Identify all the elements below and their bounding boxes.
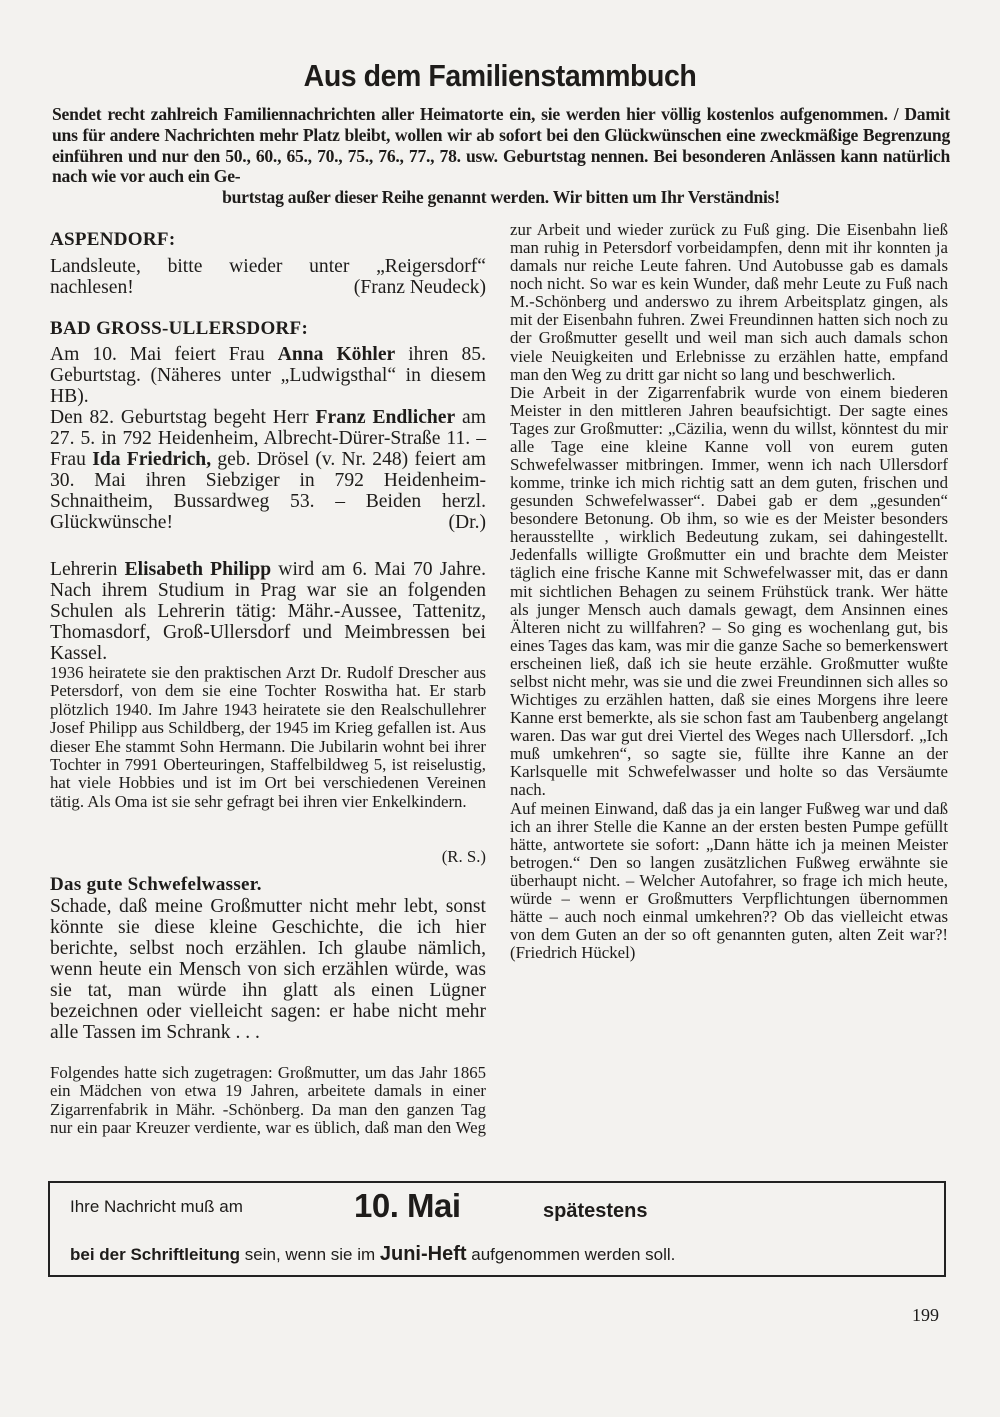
paragraph-anna-koehler (50, 344, 486, 407)
page-number: 199 (912, 1305, 939, 1325)
notice-text: Ihre Nachricht muß am (70, 1197, 243, 1216)
signature: (Franz Neudeck) (353, 277, 486, 298)
text: geb. Drösel (v. Nr. 248) feiert am 30. Mai ihren Siebziger in 792 Heidenheim-Schnaitheim, Bussardweg 53. – Beiden herzl. Glückwünsche! (50, 449, 486, 533)
deadline-notice-box (48, 1181, 946, 1277)
story-heading: Das gute Schwefelwasser. (50, 874, 262, 895)
story-paragraph-3 (510, 800, 948, 963)
notice-issue: Juni-Heft (379, 1243, 467, 1265)
notice-latest: spätestens (543, 1200, 648, 1222)
intro-text: Sendet recht zahlreich Familiennachrichten aller Heimatorte ein, sie werden hier völlig kostenlos aufgenommen. / Damit uns für andere Nachrichten mehr Platz bleibt, wollen wir ab sofort bei den Glückwünschen eine zweckmäßige Begrenzung einführen und nur den 50., 60., 65., 70., 75., 76., 77., 78. usw. Geburtstag nennen. Bei besonderen Anlässen kann natürlich nach wie vor auch ein Ge- (52, 104, 950, 187)
notice-editorial: bei der Schriftleitung (70, 1245, 241, 1264)
text: am 27. 5. in 792 Heidenheim, Albrecht-Dürer-Straße 11. – Frau (50, 407, 486, 470)
aspendorf-paragraph (50, 256, 486, 298)
notice-line-1 (70, 1187, 648, 1224)
notice-text: sein, wenn sie im (240, 1245, 380, 1264)
story-lead-paragraph: Schade, daß meine Großmutter nicht mehr lebt, sonst könnte sie diese kleine Geschichte, die ich hier berichte, selbst noch erzählen. Ich glaube nämlich, wenn heute ein Mensch von sich erzählen würde, was sie tat, man würde ihn glatt als einen Lügner bezeichnen oder vielleicht sagen: er habe nicht mehr alle Tassen im Schrank . . . (50, 896, 486, 1043)
person-name: Elisabeth Philipp (124, 559, 272, 580)
signature: (Friedrich Hückel) (510, 943, 636, 963)
aspendorf-text: Landsleute, bitte wieder unter „Reigersdorf“ nachlesen! (50, 256, 486, 298)
paragraph-philipp-biography: 1936 heiratete sie den praktischen Arzt Dr. Rudolf Drescher aus Petersdorf, von dem sie eine Tochter Roswitha hat. Er starb plötzlich 1940. Im Jahre 1943 heiratete sie den Realschullehrer Josef Philipp aus Schildberg, der 1945 im Krieg gefallen ist. Aus dieser Ehe stammt Sohn Hermann. Die Jubilarin wohnt bei ihrer Tochter in 7991 Oberteuringen, Staffelbildweg 5, ist reiselustig, hat viele Hobbies und ist im Ort bei verschiedenen Vereinen tätig. Als Oma ist sie sehr gefragt bei ihren vier Enkelkindern. (50, 663, 486, 811)
signature: (R. S.) (441, 847, 486, 866)
intro-notice (52, 104, 950, 208)
notice-line-2 (70, 1243, 675, 1266)
text: wird am 6. Mai 70 Jahre. Nach ihrem Studium in Prag war sie an folgenden Schulen als Lehrerin tätig: Mähr.-Aussee, Tattenitz, Thomasdorf, Groß-Ullersdorf und Meimbressen bei Kassel. (50, 559, 486, 664)
signature: (Dr.) (448, 512, 486, 533)
text: ihren 85. Geburtstag. (Näheres unter „Ludwigsthal“ in diesem HB). (50, 344, 486, 407)
notice-deadline-date: 10. Mai (354, 1187, 461, 1224)
text: Am 10. Mai feiert Frau (50, 344, 278, 365)
text: Den 82. Geburtstag begeht Herr (50, 407, 316, 428)
person-name: Anna Köhler (277, 344, 396, 365)
story-paragraph-left: Folgendes hatte sich zugetragen: Großmutter, um das Jahr 1865 ein Mädchen von etwa 19 Jahren, arbeitete damals in einer Zigarrenfabrik in Mähr. -Schönberg. Da man den ganzen Tag nur ein paar Kreuzer verdiente, war es üblich, daß man den Weg (50, 1064, 486, 1138)
page-title: Aus dem Familienstammbuch (303, 58, 697, 93)
intro-last-line: burtstag außer dieser Reihe genannt werden. Wir bitten um Ihr Verständnis! (222, 187, 780, 208)
story-paragraph-2: Die Arbeit in der Zigarrenfabrik wurde von einem biederen Meister in den mittleren Jahren beaufsichtigt. Der sagte eines Tages zur Großmutter: „Cäzilia, wenn du willst, könntest du mir alle Tage eine kleine Kanne voll von eurem guten Schwefelwasser mitbringen. Immer, wenn ich nach Ullersdorf komme, trinke ich mich richtig satt an dem guten, frischen und gesunden Schwefelwasser“. Dabei gab er dem „gesunden“ besondere Betonung. Ob ihm, so wie es der Meister besonders herausstellte , wirklich Bedeutung zukam, sei dahingestellt. Jedenfalls willigte Großmutter ein und brachte dem Meister täglich eine frische Kanne mit Schwefelwasser mit, das er dann mit sichtlichen Behagen zu seinem Frühstück trank. Wer hätte als junger Mensch auch damals gewagt, dem Ansinnen eines Älteren nicht zu willfahren? – So ging es wochenlang gut, bis eines Tages das kam, was mir die ganze Sache so bemerkenswert erscheinen ließ, daß ich sie heute erzähle. Großmutter wußte selbst nicht mehr, was sie und die zwei Freundinnen sich alles so Wichtiges zu erzählen hatten, daß sie eines Morgens ihre leere Kanne erst bemerkte, als sie schon fast am Taubenberg angelangt waren. Das war gut drei Viertel des Weges nach Ullersdorf. „Ich muß umkehren“, so sagte sie, füllte ihre Kanne an der Karlsquelle mit Schwefelwasser und holte so das Versäumte nach. (510, 382, 948, 800)
paragraph-elisabeth-philipp (50, 559, 486, 664)
paragraph-endlicher-friedrich (50, 407, 486, 533)
story-paragraph-1-continued: zur Arbeit und wieder zurück zu Fuß ging. Die Eisenbahn ließ man ruhig in Petersdorf vorbeidampfen, denn mit ihr konnten ja damals nur reiche Leute fahren. Und Autobusse gab es damals noch nicht. So war es kein Wunder, daß mehr Leute zu Fuß nach M.-Schönberg und anderswo zu ihrem Arbeitsplatz gingen, als mit der Eisenbahn fuhren. Zwei Freundinnen hatten sich noch zu der Großmutter gesellt und weil man sich auch damals schon viele Neuigkeiten und Erlebnisse zu erzählen hatte, empfand man den Weg zu dritt gar nicht so lang und beschwerlich. (510, 220, 948, 384)
story-paragraph-right (510, 221, 948, 962)
text: Auf meinen Einwand, daß das ja ein langer Fußweg war und daß ich an ihrer Stelle die Kanne an der ersten besten Pumpe gefüllt hätte, antwortete sie sofort: „Dann hätte ich ja meinen Meister betrogen.“ Den so langen zusätzlichen Fußweg erwähnte sie überhaupt nicht. – Welcher Autofahrer, so frage ich mich heute, würde – wenn er Großmutters Verpflichtungen übernommen hätte – auch noch einmal umkehren?? Ob das vielleicht etwas von dem Guten an der so oft genannten guten, alten Zeit war?! (510, 798, 948, 945)
text: Lehrerin (50, 559, 125, 580)
person-name: Franz Endlicher (315, 407, 456, 428)
section-heading-bad-gross-ullersdorf: BAD GROSS-ULLERSDORF: (50, 318, 309, 339)
section-heading-aspendorf: ASPENDORF: (50, 229, 176, 250)
notice-text: aufgenommen werden soll. (466, 1245, 676, 1264)
person-name: Ida Friedrich, (92, 449, 212, 470)
